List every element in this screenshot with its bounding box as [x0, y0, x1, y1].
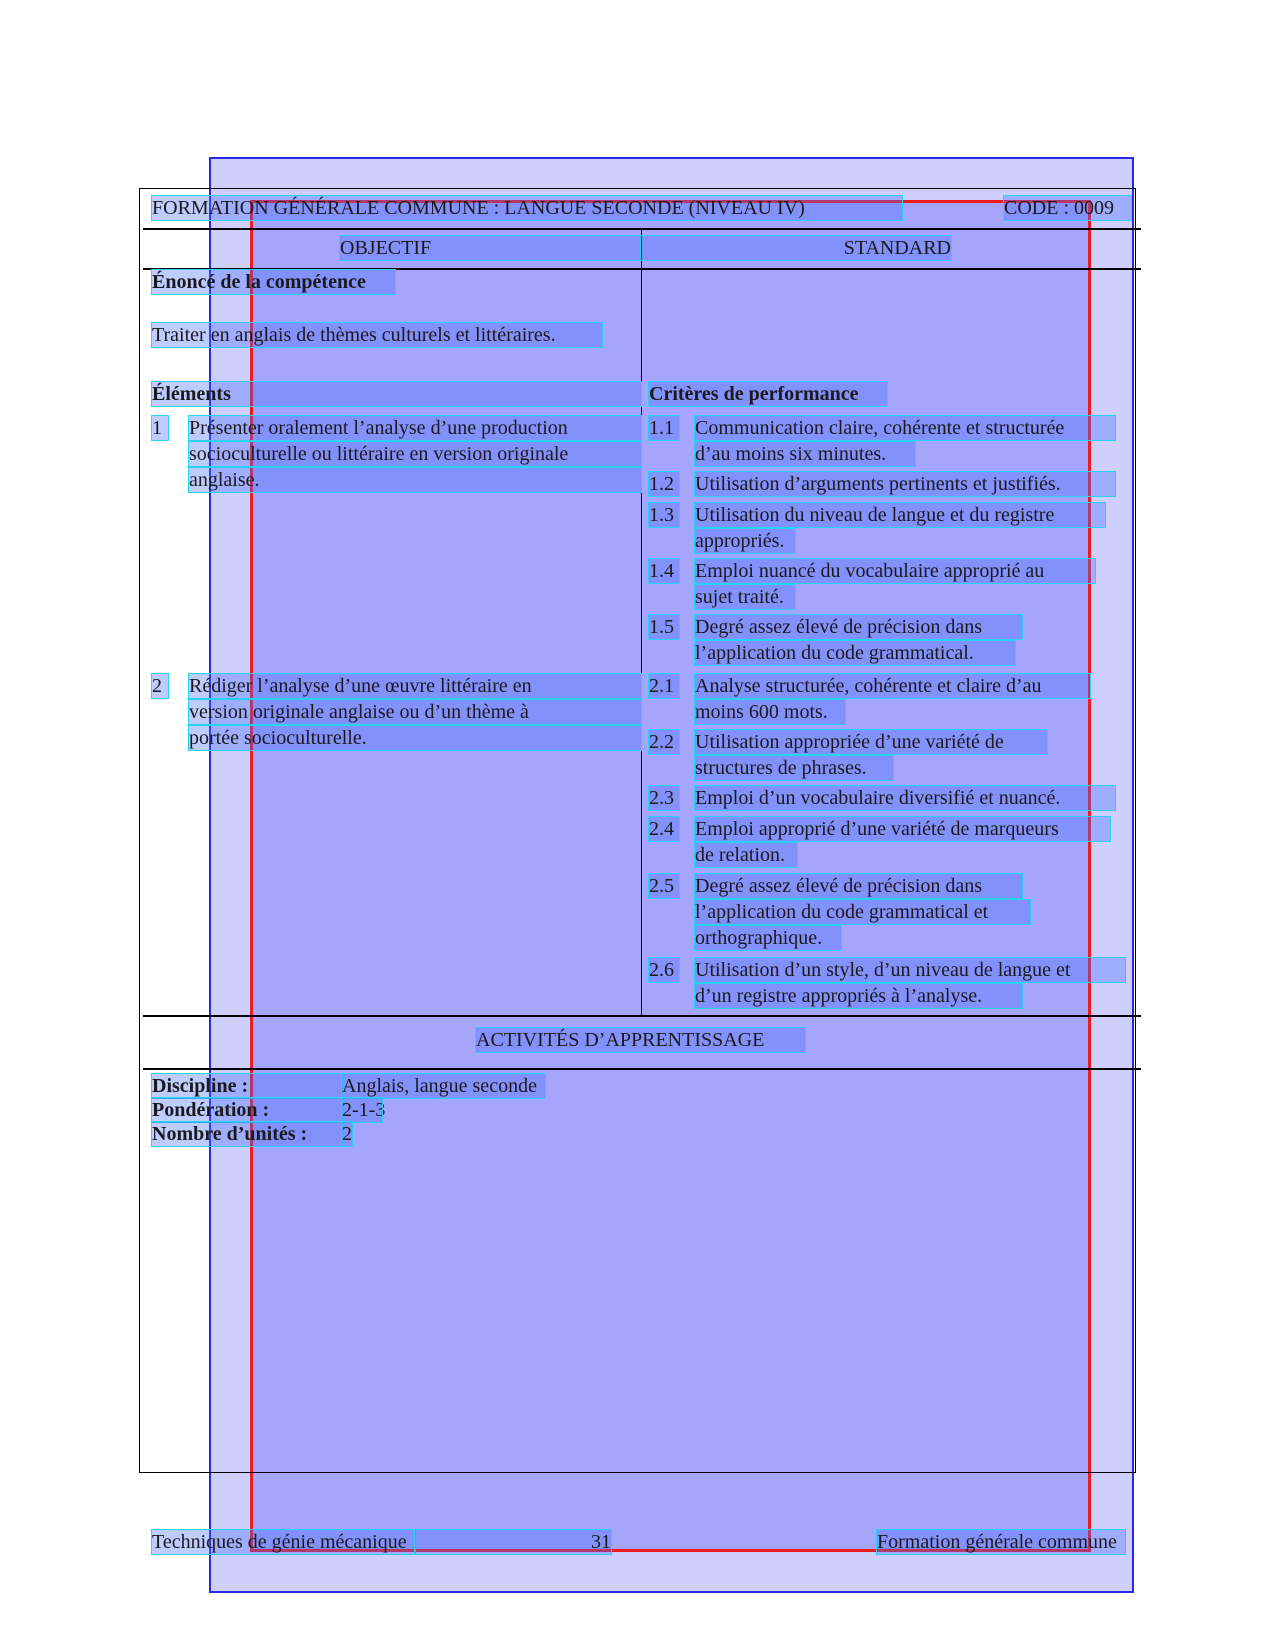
competence-heading: Énoncé de la compétence [152, 270, 395, 294]
discipline-label: Discipline : [152, 1074, 342, 1098]
weighting-value: 2-1-3 [342, 1099, 386, 1121]
footer-page-number: 31 [415, 1530, 611, 1554]
discipline-value: Anglais, langue seconde [342, 1074, 545, 1098]
element-line: version originale anglaise ou d’un thème à [189, 700, 641, 724]
criterion-number: 2.6 [649, 958, 679, 982]
element-line: anglaise. [189, 468, 641, 492]
units-value: 2 [342, 1123, 352, 1145]
criterion-line: moins 600 mots. [695, 700, 845, 724]
element-number: 1 [152, 416, 168, 440]
element-line: portée socioculturelle. [189, 726, 641, 750]
criterion-line: de relation. [695, 843, 797, 867]
criterion-line: Utilisation d’un style, d’un niveau de langue et [695, 958, 1125, 982]
objective-column-header: OBJECTIF [340, 236, 640, 260]
criterion-number: 2.2 [649, 730, 679, 754]
criterion-line: d’au moins six minutes. [695, 442, 915, 466]
criterion-line: Utilisation du niveau de langue et du registre [695, 503, 1105, 527]
activities-top-rule [143, 1015, 1141, 1017]
criterion-line: d’un registre appropriés à l’analyse. [695, 984, 1022, 1008]
criterion-number: 1.4 [649, 559, 679, 583]
criterion-number: 2.1 [649, 674, 679, 698]
header-rule [143, 228, 1141, 230]
criterion-line: l’application du code grammatical et [695, 900, 1030, 924]
criterion-line: l’application du code grammatical. [695, 641, 1015, 665]
criterion-number: 2.5 [649, 874, 679, 898]
criterion-number: 1.1 [649, 416, 679, 440]
criterion-number: 1.2 [649, 472, 679, 496]
footer-program: Techniques de génie mécanique [152, 1530, 415, 1554]
form-title: FORMATION GÉNÉRALE COMMUNE : LANGUE SECONDE (NIVEAU IV) [152, 196, 902, 220]
criterion-line: Emploi nuancé du vocabulaire approprié au [695, 559, 1095, 583]
criterion-line: Emploi approprié d’une variété de marqueurs [695, 817, 1110, 841]
activities-heading: ACTIVITÉS D’APPRENTISSAGE [476, 1028, 805, 1052]
criterion-line: Degré assez élevé de précision dans [695, 874, 1022, 898]
activities-bottom-rule [143, 1068, 1141, 1070]
criterion-line: Utilisation d’arguments pertinents et justifiés. [695, 472, 1115, 496]
criterion-line: Utilisation appropriée d’une variété de [695, 730, 1047, 754]
criterion-number: 1.3 [649, 503, 679, 527]
criterion-number: 1.5 [649, 615, 679, 639]
element-line: Présenter oralement l’analyse d’une production [189, 416, 641, 440]
element-line: socioculturelle ou littéraire en version originale [189, 442, 641, 466]
criterion-line: Emploi d’un vocabulaire diversifié et nuancé. [695, 786, 1115, 810]
footer-section: Formation générale commune [877, 1530, 1125, 1554]
criterion-line: orthographique. [695, 926, 841, 950]
column-divider [641, 229, 642, 1015]
criterion-line: Communication claire, cohérente et structurée [695, 416, 1115, 440]
element-number: 2 [152, 674, 168, 698]
criterion-line: Degré assez élevé de précision dans [695, 615, 1022, 639]
competence-statement: Traiter en anglais de thèmes culturels et littéraires. [152, 323, 602, 347]
criterion-number: 2.4 [649, 817, 679, 841]
criterion-line: appropriés. [695, 529, 795, 553]
units-label: Nombre d’unités : [152, 1122, 342, 1146]
criterion-line: Analyse structurée, cohérente et claire d’au [695, 674, 1090, 698]
criteria-heading: Critères de performance [649, 382, 887, 406]
criterion-line: structures de phrases. [695, 756, 893, 780]
course-code: CODE : 0009 [1004, 196, 1131, 220]
standard-column-header: STANDARD [641, 236, 951, 260]
criterion-line: sujet traité. [695, 585, 795, 609]
elements-heading: Éléments [152, 382, 641, 406]
weighting-label: Pondération : [152, 1098, 342, 1122]
element-line: Rédiger l’analyse d’une œuvre littéraire en [189, 674, 641, 698]
criterion-number: 2.3 [649, 786, 679, 810]
